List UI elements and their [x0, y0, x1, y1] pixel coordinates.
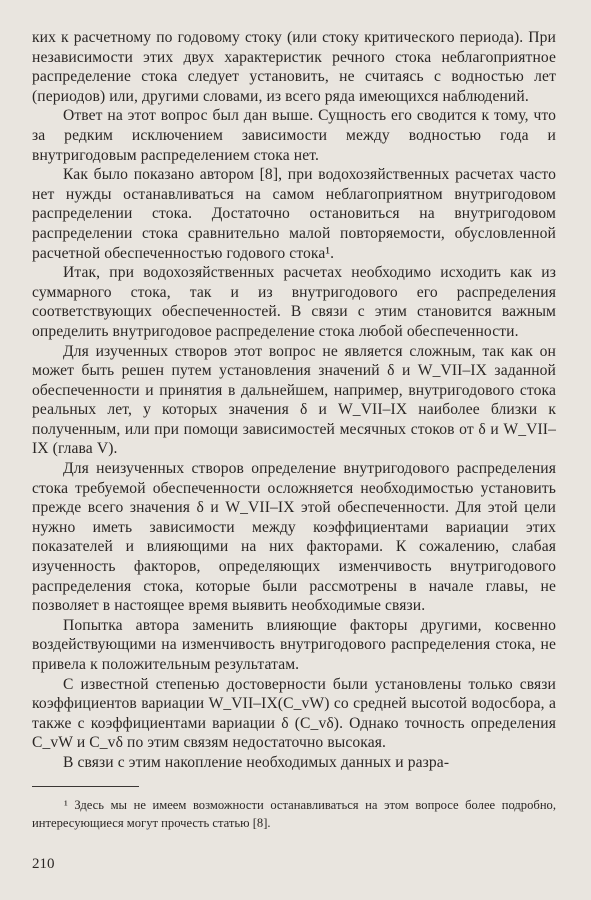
paragraph-2: Ответ на этот вопрос был дан выше. Сущность его сводится к тому, что за редким исключением зависимости между водностью года и внутригодовым распределением стока нет.	[32, 107, 556, 164]
footnote-text: ¹ Здесь мы не имеем возможности останавливаться на этом вопросе более подробно, интересующиеся могут прочесть статью [8].	[32, 798, 556, 830]
paragraph-9: В связи с этим накопление необходимых данных и разра-	[63, 753, 450, 771]
paragraph-6: Для неизученных створов определение внутригодового распределения стока требуемой обеспеченности осложняется необходимостью установить прежде всего значения δ и W_VII–IX этой обеспеченности. Для этой цели нужно иметь зависимости между коэффициентами вариации этих показателей и влияющими на них факторами. К сожалению, слабая изученность факторов, определяющих изменчивость внутригодового распределения стока, которые были рассмотрены в начале главы, не позволяет в настоящее время выявить необходимые связи.	[32, 460, 556, 615]
main-text	[32, 28, 556, 773]
paragraph-1: ких к расчетному по годовому стоку (или стоку критического периода). При независимости этих двух характеристик речного стока неблагоприятное распределение стока следует установить, не считаясь с водностью лет (периодов) или, другими словами, из всего ряда имеющихся наблюдений.	[32, 29, 556, 105]
paragraph-7: Попытка автора заменить влияющие факторы другими, косвенно воздействующими на изменчивость внутригодового распределения стока, не привела к положительным результатам.	[32, 616, 556, 673]
page-number: 210	[32, 856, 55, 872]
footnote	[32, 797, 556, 832]
paragraph-5: Для изученных створов этот вопрос не является сложным, так как он может быть решен путем установления значений δ и W_VII–IX заданной обеспеченности и принятия в дальнейшем, например, внутригодового стока реальных лет, у которых значения δ и W_VII–IX наиболее близки к полученным, или при помощи зависимостей месячных стоков от δ и W_VII–IX (глава V).	[32, 342, 556, 458]
paragraph-4: Итак, при водохозяйственных расчетах необходимо исходить как из суммарного стока, так и из внутригодового его распределения соответствующих обеспеченностей. В связи с этим становится важным определить внутригодовое распределение стока любой обеспеченности.	[32, 264, 556, 340]
paragraph-8: С известной степенью достоверности были установлены только связи коэффициентов вариации W_VII–IX(C_vW) со средней высотой водосбора, а также с коэффициентами вариации δ (C_vδ). Однако точность определения C_vW и C_vδ по этим связям недостаточно высокая.	[32, 675, 556, 752]
paragraph-3: Как было показано автором [8], при водохозяйственных расчетах часто нет нужды останавливаться на самом неблагоприятном внутригодовом распределении стока. Достаточно остановиться на внутригодовом распределении стока сравнительно малой повторяемости, обусловленной расчетной обеспеченностью годового стока¹.	[32, 166, 556, 262]
footnote-divider	[32, 786, 139, 787]
